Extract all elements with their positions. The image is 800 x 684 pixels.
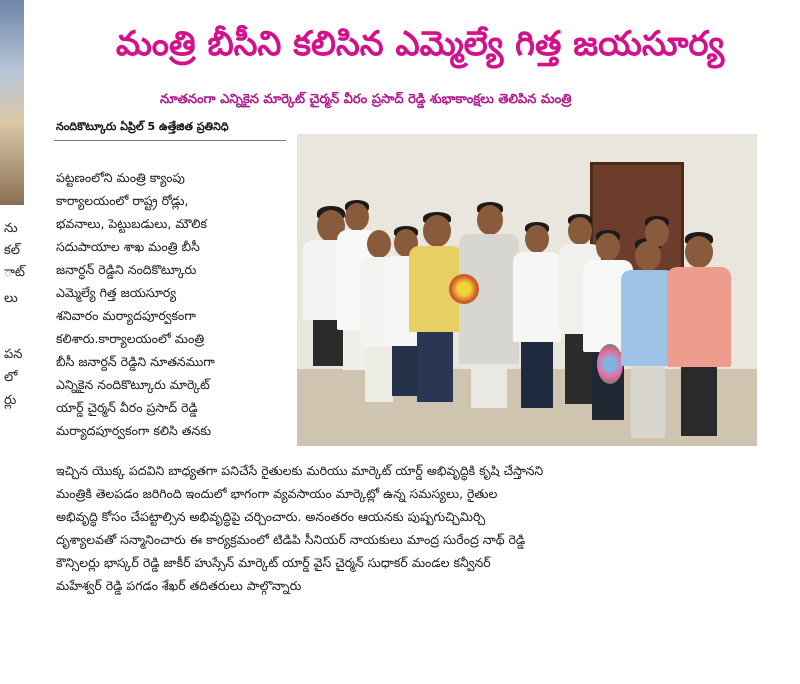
subheadline: నూతనంగా ఎన్నికైన మార్కెట్ చైర్మన్ వీరం ప్రసాద్ రెడ్డి శుభాకాంక్షలు తెలిపిన మంత్రి [160, 92, 572, 107]
article-line: జనార్ధన్ రెడ్డిని నందికొట్కూరు [56, 262, 197, 277]
person-figure [407, 212, 463, 402]
adjacent-article-strip [0, 0, 40, 684]
article-line: యార్డ్ చైర్మన్ వీరం ప్రసాద్ రెడ్డి [56, 400, 198, 415]
article-line: కలిశారు.కార్యాలయంలో మంత్రి [56, 331, 205, 346]
article-line: ఇచ్చిన యొక్క పదవిని బాధ్యతగా పనిచేసే రైతులకు మరియు మార్కెట్ యార్డ్ అభివృద్ధికి కృషి చేస్తానని [56, 463, 544, 478]
article-line: అభివృద్ధి కోసం చేపట్టాల్సిన అభివృద్ధిపై చర్చించారు. అనంతరం ఆయనకు పుష్పగుచ్చిమిర్చి [56, 509, 486, 524]
article-line: దృశ్యాలవతో సన్మానించారు ఈ కార్యక్రమంలో టిడిపి సీనియర్ నాయకులు మాంద్ర సురేంద్ర నాథ్ రెడ్డి [56, 532, 526, 547]
dateline: నందికొట్కూరు ఏప్రిల్ 5 ఉత్తేజిత ప్రతినిధి [56, 120, 229, 133]
article-full-width-text [56, 459, 746, 597]
article-line: శనివారం మర్యాదపూర్వకంగా [56, 308, 196, 323]
article-line: భవనాలు, పెట్టుబడులు, మౌలిక [56, 216, 207, 231]
article-line: మర్యాదపూర్వకంగా కలిసి తనకు [56, 423, 212, 438]
article-line: సదుపాయాల శాఖ మంత్రి బీసీ [56, 239, 200, 254]
flower-bouquet [597, 344, 623, 384]
divider [54, 140, 286, 141]
article-line: ఎన్నికైన నందికొట్కూరు మార్కెట్ [56, 377, 210, 392]
person-figure [667, 232, 731, 436]
article-line: మహేశ్వర్ రెడ్డి పగడం శేఖర్ తదితరులు పాల్గొన్నారు [56, 578, 302, 593]
article-line: మంత్రికి తెలపడం జరిగింది ఇందులో భాగంగా వ్యవసాయం మార్కెట్లో ఉన్న సమస్యలు, రైతుల [56, 486, 498, 501]
adjacent-fragment: పన [4, 347, 23, 362]
article-line: బీసీ జనార్దన్ రెడ్డిని నూతనముగా [56, 354, 215, 369]
person-figure [513, 222, 561, 408]
adjacent-photo [0, 0, 24, 205]
article-line: కార్యాలయంలో రాష్ట్ర రోడ్లు, [56, 193, 189, 208]
news-photo [297, 134, 757, 446]
adjacent-fragment: కల్ [4, 243, 21, 258]
article-column-text [56, 166, 282, 442]
adjacent-fragment: ర్లు [4, 393, 17, 408]
headline: మంత్రి బీసీని కలిసిన ఎమ్మెల్యే గిత్త జయసూర్య [115, 24, 725, 64]
adjacent-fragment: ాట్ [4, 265, 25, 280]
article-line: పట్టణంలోని మంత్రి క్యాంపు [56, 170, 185, 185]
article-line: కౌన్సిలర్లు భాస్కర్ రెడ్డి జాకీర్ హుస్సేన్ మార్కెట్ యార్డ్ వైస్ చైర్మన్ సుధాకర్ మండల కన్వీనర్ [56, 555, 491, 570]
adjacent-fragment: ను [4, 221, 18, 236]
adjacent-fragment: లు [4, 291, 18, 306]
flower-bouquet [449, 274, 479, 304]
person-figure [459, 202, 519, 408]
article-line: ఎమ్మెల్యే గిత్త జయసూర్య [56, 285, 177, 300]
adjacent-fragment: లో [4, 370, 18, 385]
